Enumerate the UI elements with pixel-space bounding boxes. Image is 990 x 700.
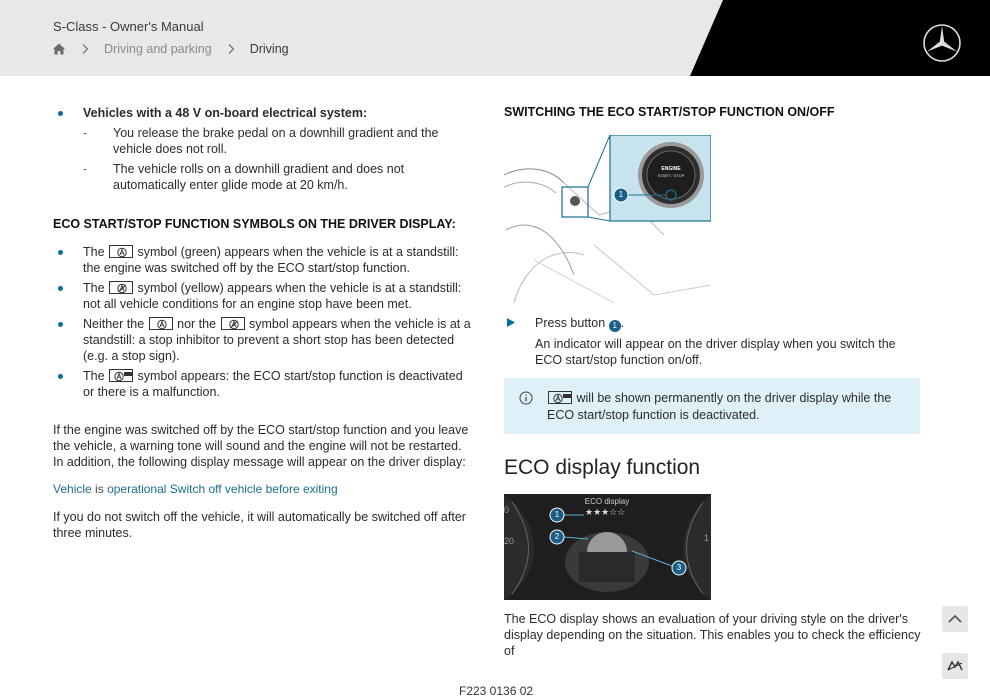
eco-start-stop-yellow-icon (221, 317, 245, 330)
document-title: S-Class - Owner's Manual (53, 19, 204, 34)
switch-heading: SWITCHING THE ECO START/STOP FUNCTION ON/OFF (504, 105, 835, 119)
figure-code: F223 0136 02 (459, 684, 534, 698)
step-text (504, 315, 924, 332)
step-text-part: Press button (535, 316, 606, 330)
info-text (547, 390, 907, 424)
b48-title: Vehicles with a 48 V on-board electrical system: (83, 106, 368, 120)
chevron-up-icon (942, 606, 968, 632)
eco-start-stop-yellow-icon (109, 281, 133, 294)
manual-icon-button[interactable] (942, 653, 968, 679)
section-title: ECO display function (504, 456, 701, 479)
engine-start-stop-figure (504, 135, 711, 303)
start-stop-label: START / STOP (657, 173, 685, 178)
callout-number: 1 (609, 320, 621, 332)
figure-callout: 1 (554, 510, 560, 519)
eco-display-illustration (504, 494, 711, 600)
eco-start-stop-off-icon (109, 369, 133, 382)
display-message-part: is (95, 482, 104, 496)
svg-text:★★★☆☆: ★★★☆☆ (585, 508, 626, 518)
engine-start-stop-illustration (504, 135, 711, 303)
paragraph: If you do not switch off the vehicle, it will automatically be switched off after three minutes. (53, 510, 466, 540)
paragraph: If the engine was switched off by the ECO start/stop function and you leave the vehicle, a warning tone will sound and the engine will not be restarted. In addition, the following display message will appear on the driver display: (53, 423, 469, 469)
list-item (53, 280, 473, 312)
sym-text: nor the (177, 317, 217, 331)
mercedes-star-icon (922, 23, 962, 63)
figure-callout: 1 (618, 190, 624, 199)
b48-item-text: The vehicle rolls on a downhill gradient and does not automatically enter glide mode at 20 km/h. (113, 162, 405, 192)
sym-text: symbol appears when the vehicle is at a standstill: a stop inhibitor to prevent a short stop has been detected (e.g. a stop sign). (83, 317, 471, 363)
chevron-right-icon (226, 43, 236, 55)
sym-text: The (83, 369, 105, 383)
breadcrumb (52, 42, 289, 56)
step-result: An indicator will appear on the driver display when you switch the ECO start/stop function on/off. (535, 337, 896, 367)
display-message-part: Vehicle (53, 482, 92, 496)
gauge-number: 20 (504, 536, 515, 546)
gauge-number: 0 (504, 505, 510, 515)
info-icon (519, 391, 533, 405)
chevron-right-icon (80, 43, 90, 55)
symbols-heading: ECO START/STOP FUNCTION SYMBOLS ON THE DRIVER DISPLAY: (53, 217, 456, 231)
eco-display-figure (504, 494, 711, 600)
eco-start-stop-green-icon (149, 317, 173, 330)
instruction-step (504, 315, 924, 368)
step-text-part: . (620, 316, 625, 330)
figure-callout: 3 (676, 563, 682, 572)
list-item (53, 244, 473, 276)
info-box (504, 378, 920, 434)
info-text-body: will be shown permanently on the driver display while the ECO start/stop function is deactivated. (547, 391, 892, 422)
eco-display-label: ECO display (584, 497, 630, 506)
list-item (53, 316, 473, 364)
list-item (53, 368, 473, 400)
left-column (53, 105, 473, 541)
eco-start-stop-off-icon (548, 391, 572, 404)
b48-item-text: You release the brake pedal on a downhill gradient and the vehicle does not roll. (113, 126, 439, 156)
breadcrumb-current: Driving (249, 42, 289, 56)
sym-text: symbol (yellow) appears when the vehicle is at a standstill: not all vehicle conditions for an engine stop have been met. (83, 281, 462, 311)
sym-text: Neither the (83, 317, 145, 331)
car-manual-icon (942, 653, 968, 679)
sym-text: The (83, 281, 105, 295)
step-arrow-icon (507, 318, 515, 327)
sym-text: symbol (green) appears when the vehicle is at a standstill: the engine was switched off by the ECO start/stop function. (83, 245, 459, 275)
list-item (83, 125, 473, 157)
list-item (83, 161, 473, 193)
gauge-number: 1 (704, 533, 710, 543)
sym-text: The (83, 245, 105, 259)
display-message-part: operational Switch off vehicle before exiting (107, 482, 338, 496)
figure-callout: 2 (554, 532, 560, 541)
engine-label: ENGINE (661, 166, 681, 172)
scroll-to-top-button[interactable] (942, 606, 968, 632)
list-item (53, 105, 473, 193)
display-message (53, 481, 473, 497)
paragraph: The ECO display shows an evaluation of your driving style on the driver's display depending on the situation. This enables you to check the efficiency of (504, 612, 921, 658)
sym-text: symbol appears: the ECO start/stop function is deactivated or there is a malfunction. (83, 369, 463, 399)
eco-start-stop-green-icon (109, 245, 133, 258)
home-icon[interactable] (52, 42, 66, 56)
breadcrumb-link-driving-and-parking[interactable]: Driving and parking (104, 42, 212, 56)
